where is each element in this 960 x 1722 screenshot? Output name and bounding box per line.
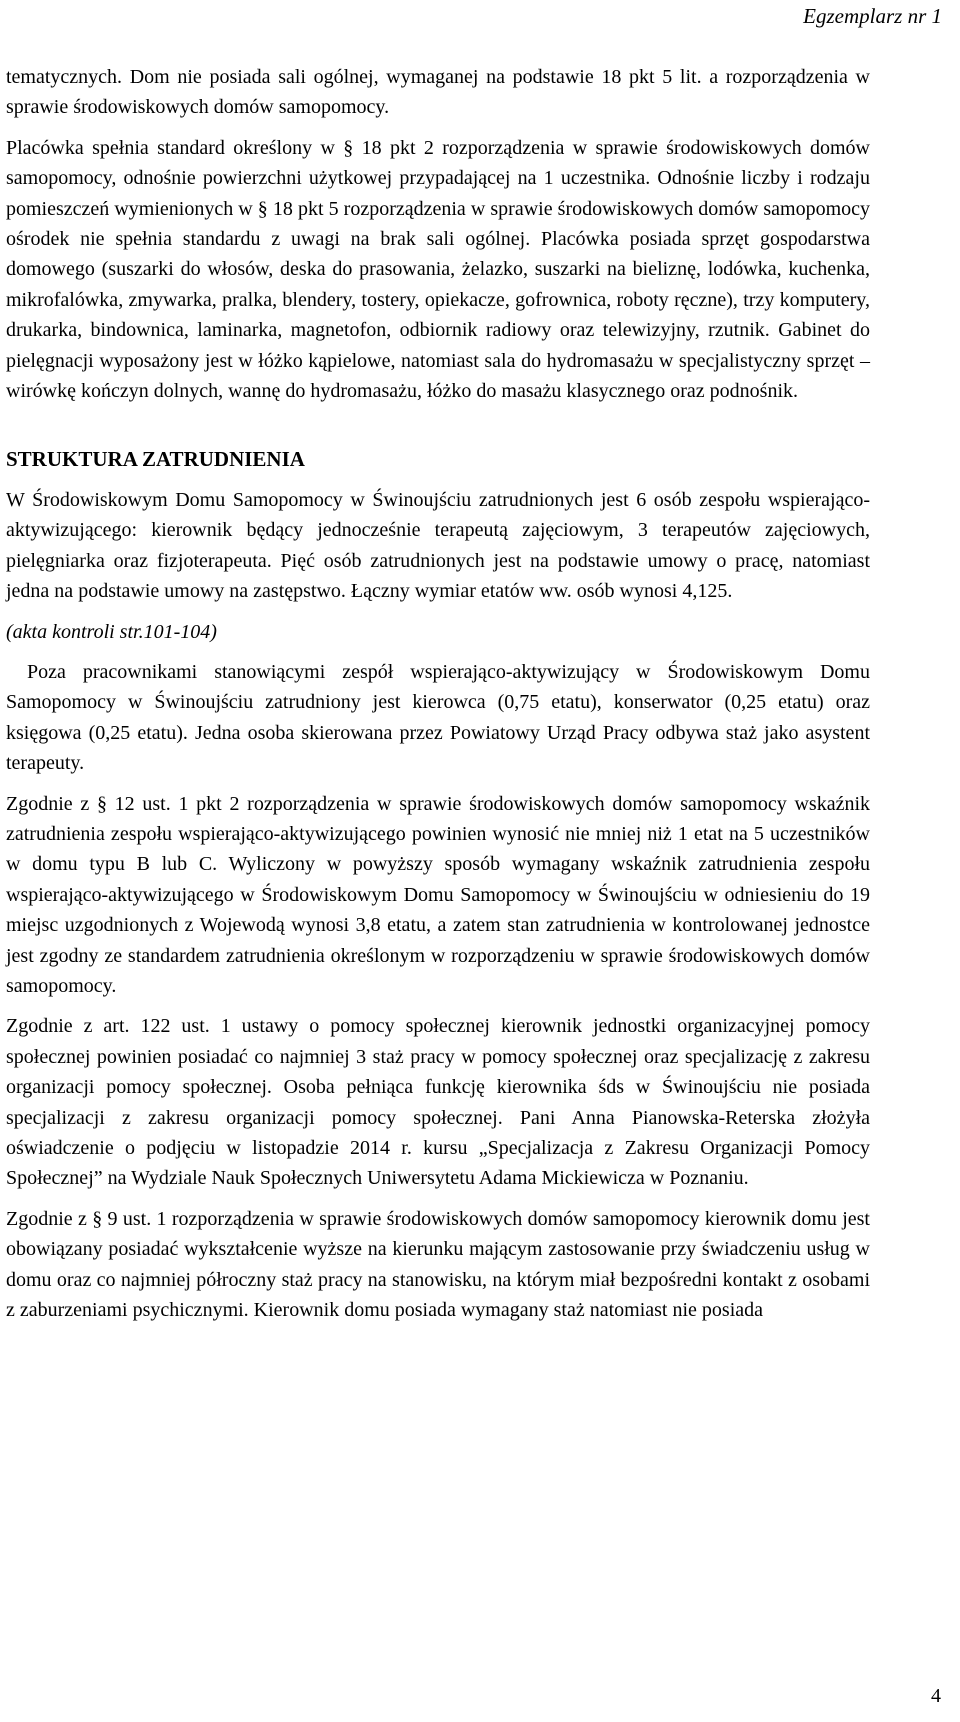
- section-heading-employment: STRUKTURA ZATRUDNIENIA: [6, 447, 305, 472]
- paragraph-manager-specialization: Zgodnie z art. 122 ust. 1 ustawy o pomocy społecznej kierownik jednostki organizacyjnej pomocy społecznej powinien posiadać co najmniej 3 staż pracy w pomocy społecznej oraz specjalizację z zakresu organizacji pomocy społecznej. Osoba pełniąca funkcję kierownika śds w Świnoujściu nie posiada specjalizacji z zakresu organizacji pomocy społecznej. Pani Anna Pianowska-Reterska złożyła oświadczenie o podjęciu w listopadzie 2014 r. kursu „Specjalizacja z Zakresu Organizacji Pomocy Społecznej” na Wydziale Nauk Społecznych Uniwersytetu Adama Mickiewicza w Poznaniu.: [6, 1015, 870, 1190]
- paragraph-room-standard: tematycznych. Dom nie posiada sali ogólnej, wymaganej na podstawie 18 pkt 5 lit. a rozporządzenia w sprawie środowiskowych domów samopomocy.: [6, 66, 870, 119]
- paragraph-equipment: Placówka spełnia standard określony w § 18 pkt 2 rozporządzenia w sprawie środowiskowych domów samopomocy, odnośnie powierzchni użytkowej przypadającej na 1 uczestnika. Odnośnie liczby i rodzaju pomieszczeń wymienionych w § 18 pkt 5 rozporządzenia w sprawie środowiskowych domów samopomocy ośrodek nie spełnia standardu z uwagi na brak sali ogólnej. Placówka posiada sprzęt gospodarstwa domowego (suszarki do włosów, deska do prasowania, żelazko, suszarki na bieliznę, lodówka, kuchenka, mikrofalówka, zmywarka, pralka, blendery, tostery, opiekacze, gofrownica, roboty ręczne), trzy komputery, drukarka, bindownica, laminarka, magnetofon, odbiornik radiowy oraz telewizyjny, rzutnik. Gabinet do pielęgnacji wyposażony jest w łóżko kąpielowe, natomiast sala do hydromasażu w specjalistyczny sprzęt – wirówkę kończyn dolnych, wannę do hydromasażu, łóżko do masażu klasycznego oraz podnośnik.: [6, 136, 870, 403]
- document-body: [6, 62, 870, 1325]
- audit-file-reference: (akta kontroli str.101-104): [6, 620, 217, 643]
- paragraph-staff-count: W Środowiskowym Domu Samopomocy w Świnoujściu zatrudnionych jest 6 osób zespołu wspierająco-aktywizującego: kierownik będący jednocześnie terapeutą zajęciowym, 3 terapeutów zajęciowych, pielęgniarka oraz fizjoterapeuta. Pięć osób zatrudnionych jest na podstawie umowy o pracę, natomiast jedna na podstawie umowy na zastępstwo. Łączny wymiar etatów ww. osób wynosi 4,125.: [6, 488, 870, 603]
- paragraph-manager-education: Zgodnie z § 9 ust. 1 rozporządzenia w sprawie środowiskowych domów samopomocy kierownik domu jest obowiązany posiadać wykształcenie wyższe na kierunku mającym zastosowanie przy świadczeniu usług w domu oraz co najmniej półroczny staż pracy na stanowisku, na którym miał bezpośredni kontakt z osobami z zaburzeniami psychicznymi. Kierownik domu posiada wymagany staż natomiast nie posiada: [6, 1207, 870, 1322]
- paragraph-other-staff: Poza pracownikami stanowiącymi zespół wspierająco-aktywizujący w Środowiskowym Domu Samopomocy w Świnoujściu zatrudniony jest kierowca (0,75 etatu), konserwator (0,25 etatu) oraz księgowa (0,25 etatu). Jedna osoba skierowana przez Powiatowy Urząd Pracy odbywa staż jako asystent terapeuty.: [6, 660, 870, 775]
- paragraph-employment-ratio: Zgodnie z § 12 ust. 1 pkt 2 rozporządzenia w sprawie środowiskowych domów samopomocy wskaźnik zatrudnienia zespołu wspierająco-aktywizującego powinien wynosić nie mniej niż 1 etat na 5 uczestników w domu typu B lub C. Wyliczony w powyższy sposób wymagany wskaźnik zatrudnienia zespołu wspierająco-aktywizującego w Środowiskowym Domu Samopomocy w Świnoujściu w odniesieniu do 19 miejsc uzgodnionych z Wojewodą wynosi 3,8 etatu, a zatem stan zatrudnienia w kontrolowanej jednostce jest zgodny ze standardem zatrudnienia określonym w rozporządzeniu w sprawie środowiskowych domów samopomocy.: [6, 792, 870, 997]
- copy-number-label: Egzemplarz nr 1: [803, 4, 942, 28]
- page-number: 4: [931, 1685, 941, 1707]
